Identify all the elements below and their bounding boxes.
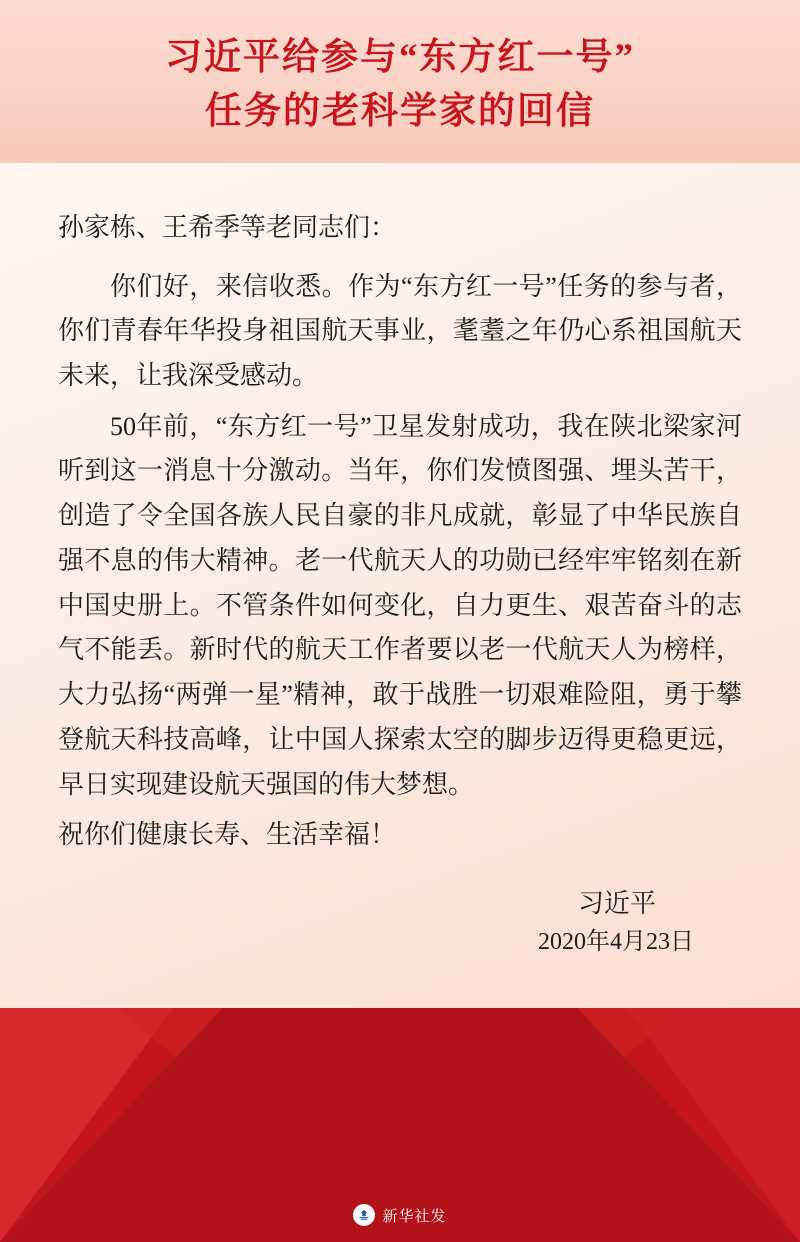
letter-closing — [58, 884, 742, 961]
xinhua-logo-icon — [353, 1204, 375, 1226]
footer-credit-bar — [0, 1204, 800, 1226]
letter-date: 2020年4月23日 — [538, 929, 694, 956]
letter-paragraph-2: 50年前，“东方红一号”卫星发射成功，我在陕北梁家河听到这一消息十分激动。当年，你们发愤图强、埋头苦干，创造了令全国各族人民自豪的非凡成就，彰显了中华民族自强不息的伟大精神。老一代航天人的功勋已经牢牢铭刻在新中国史册上。不管条件如何变化，自力更生、艰苦奋斗的志气不能丢。新时代的航天工作者要以老一代航天人为榜样，大力弘扬“两弹一星”精神，敢于战胜一切艰难险阻，勇于攀登航天科技高峰，让中国人探索太空的脚步迈得更稳更远，早日实现建设航天强国的伟大梦想。 — [58, 411, 742, 799]
letter-wish: 祝你们健康长寿、生活幸福！ — [58, 820, 397, 850]
letter-paragraph-1: 你们好，来信收悉。作为“东方红一号”任务的参与者，你们青春年华投身祖国航天事业，耄耋之年仍心系祖国航天未来，让我深受感动。 — [58, 271, 742, 391]
letter-sheet — [0, 163, 800, 1008]
footer-credit-text: 新华社发 — [382, 1208, 447, 1225]
page-title-line-2: 任务的老科学家的回信 — [205, 90, 595, 132]
letter-salutation: 孙家栋、王希季等老同志们： — [58, 213, 397, 242]
letter-signature: 习近平 — [577, 888, 656, 918]
page-title-line-1: 习近平给参与“东方红一号” — [165, 36, 635, 78]
header-band — [0, 0, 800, 163]
